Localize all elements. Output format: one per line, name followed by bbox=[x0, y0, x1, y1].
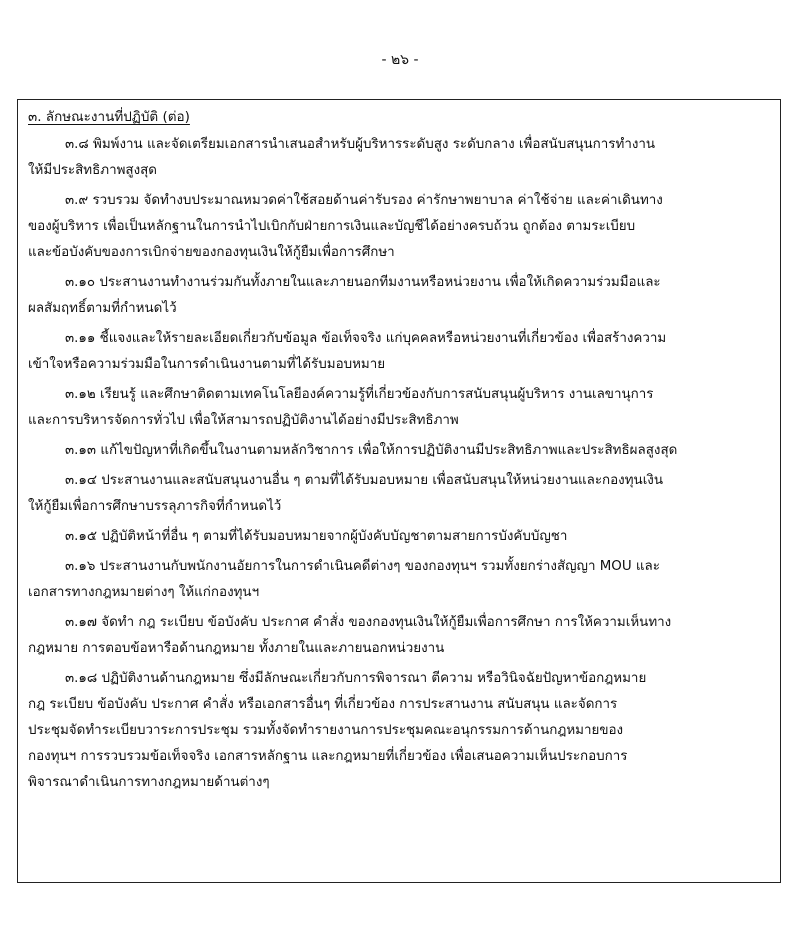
item-text-line: ประชุมจัดทำระเบียบวาระการประชุม รวมทั้งจัดทำรายงานการประชุมคณะอนุกรรมการด้านกฎหมายของ bbox=[28, 722, 624, 738]
item-list bbox=[28, 132, 770, 796]
list-item bbox=[28, 666, 770, 796]
item-text-line: ๓.๘ พิมพ์งาน และจัดเตรียมเอกสารนำเสนอสำหรับผู้บริหารระดับสูง ระดับกลาง เพื่อสนับสนุนการทำงาน bbox=[65, 136, 656, 152]
list-item bbox=[28, 610, 770, 662]
item-text-line: เอกสารทางกฎหมายต่างๆ ให้แก่กองทุนฯ bbox=[28, 584, 260, 600]
item-text-line: และการบริหารจัดการทั่วไป เพื่อให้สามารถปฏิบัติงานได้อย่างมีประสิทธิภาพ bbox=[28, 412, 459, 428]
item-text-line: กฎ ระเบียบ ข้อบังคับ ประกาศ คำสั่ง หรือเอกสารอื่นๆ ที่เกี่ยวข้อง การประสานงาน สนับสนุน และจัดการ bbox=[28, 696, 618, 712]
item-text-line: ให้มีประสิทธิภาพสูงสุด bbox=[28, 162, 158, 178]
item-text-line: เข้าใจหรือความร่วมมือในการดำเนินงานตามที่ได้รับมอบหมาย bbox=[28, 356, 386, 372]
item-text-line: ๓.๑๕ ปฏิบัติหน้าที่อื่น ๆ ตามที่ได้รับมอบหมายจากผู้บังคับบัญชาตามสายการบังคับบัญชา bbox=[65, 528, 568, 544]
item-text-line: ๓.๑๒ เรียนรู้ และศึกษาติดตามเทคโนโลยีองค์ความรู้ที่เกี่ยวข้องกับการสนับสนุนผู้บริหาร งานเลขานุการ bbox=[65, 386, 654, 402]
item-text-line: ให้กู้ยืมเพื่อการศึกษาบรรลุภารกิจที่กำหนดไว้ bbox=[28, 498, 282, 514]
item-text-line: กฎหมาย การตอบข้อหารือด้านกฎหมาย ทั้งภายในและภายนอกหน่วยงาน bbox=[28, 640, 445, 656]
item-text-line: ๓.๑๔ ประสานงานและสนับสนุนงานอื่น ๆ ตามที่ได้รับมอบหมาย เพื่อสนับสนุนให้หน่วยงานและกองทุนเงิน bbox=[65, 472, 663, 488]
item-text-line: และข้อบังคับของการเบิกจ่ายของกองทุนเงินให้กู้ยืมเพื่อการศึกษา bbox=[28, 244, 395, 260]
list-item bbox=[28, 326, 770, 378]
item-text-line: พิจารณาดำเนินการทางกฎหมายด้านต่างๆ bbox=[28, 774, 270, 790]
list-item bbox=[28, 554, 770, 606]
item-text-line: กองทุนฯ การรวบรวมข้อเท็จจริง เอกสารหลักฐาน และกฎหมายที่เกี่ยวข้อง เพื่อเสนอความเห็นประกอบการ bbox=[28, 748, 628, 764]
list-item bbox=[28, 524, 770, 550]
item-text-line: ๓.๑๑ ชี้แจงและให้รายละเอียดเกี่ยวกับข้อมูล ข้อเท็จจริง แก่บุคคลหรือหน่วยงานที่เกี่ยวข้อง เพื่อสร้างความ bbox=[65, 330, 667, 346]
item-text-line: ผลสัมฤทธิ์ตามที่กำหนดไว้ bbox=[28, 300, 177, 316]
item-text-line: ๓.๙ รวบรวม จัดทำงบประมาณหมวดค่าใช้สอยด้านค่ารับรอง ค่ารักษาพยาบาล ค่าใช้จ่าย และค่าเดินทาง bbox=[65, 192, 663, 208]
item-text-line: ๓.๑๖ ประสานงานกับพนักงานอัยการในการดำเนินคดีต่างๆ ของกองทุนฯ รวมทั้งยกร่างสัญญา MOU และ bbox=[65, 558, 660, 574]
item-text-line: ๓.๑๗ จัดทำ กฎ ระเบียบ ข้อบังคับ ประกาศ คำสั่ง ของกองทุนเงินให้กู้ยืมเพื่อการศึกษา การให้ความเห็นทาง bbox=[65, 614, 672, 630]
list-item bbox=[28, 468, 770, 520]
item-text-line: ๓.๑๘ ปฏิบัติงานด้านกฎหมาย ซึ่งมีลักษณะเกี่ยวกับการพิจารณา ตีความ หรือวินิจฉัยปัญหาข้อกฎหมาย bbox=[65, 670, 647, 686]
job-description-box bbox=[17, 99, 781, 883]
item-text-line: ๓.๑๐ ประสานงานทำงานร่วมกันทั้งภายในและภายนอกทีมงานหรือหน่วยงาน เพื่อให้เกิดความร่วมมือและ bbox=[65, 274, 661, 290]
section-heading: ๓. ลักษณะงานที่ปฏิบัติ (ต่อ) bbox=[28, 109, 190, 125]
list-item bbox=[28, 270, 770, 322]
list-item bbox=[28, 382, 770, 434]
list-item bbox=[28, 188, 770, 266]
item-text-line: ของผู้บริหาร เพื่อเป็นหลักฐานในการนำไปเบิกกับฝ่ายการเงินและบัญชีได้อย่างครบถ้วน ถูกต้อง ตามระเบียบ bbox=[28, 218, 636, 234]
item-text-line: ๓.๑๓ แก้ไขปัญหาที่เกิดขึ้นในงานตามหลักวิชาการ เพื่อให้การปฏิบัติงานมีประสิทธิภาพและประสิทธิผลสูงสุด bbox=[65, 442, 678, 458]
list-item bbox=[28, 132, 770, 184]
list-item bbox=[28, 438, 770, 464]
page-number: - ๒๖ - bbox=[381, 52, 419, 68]
